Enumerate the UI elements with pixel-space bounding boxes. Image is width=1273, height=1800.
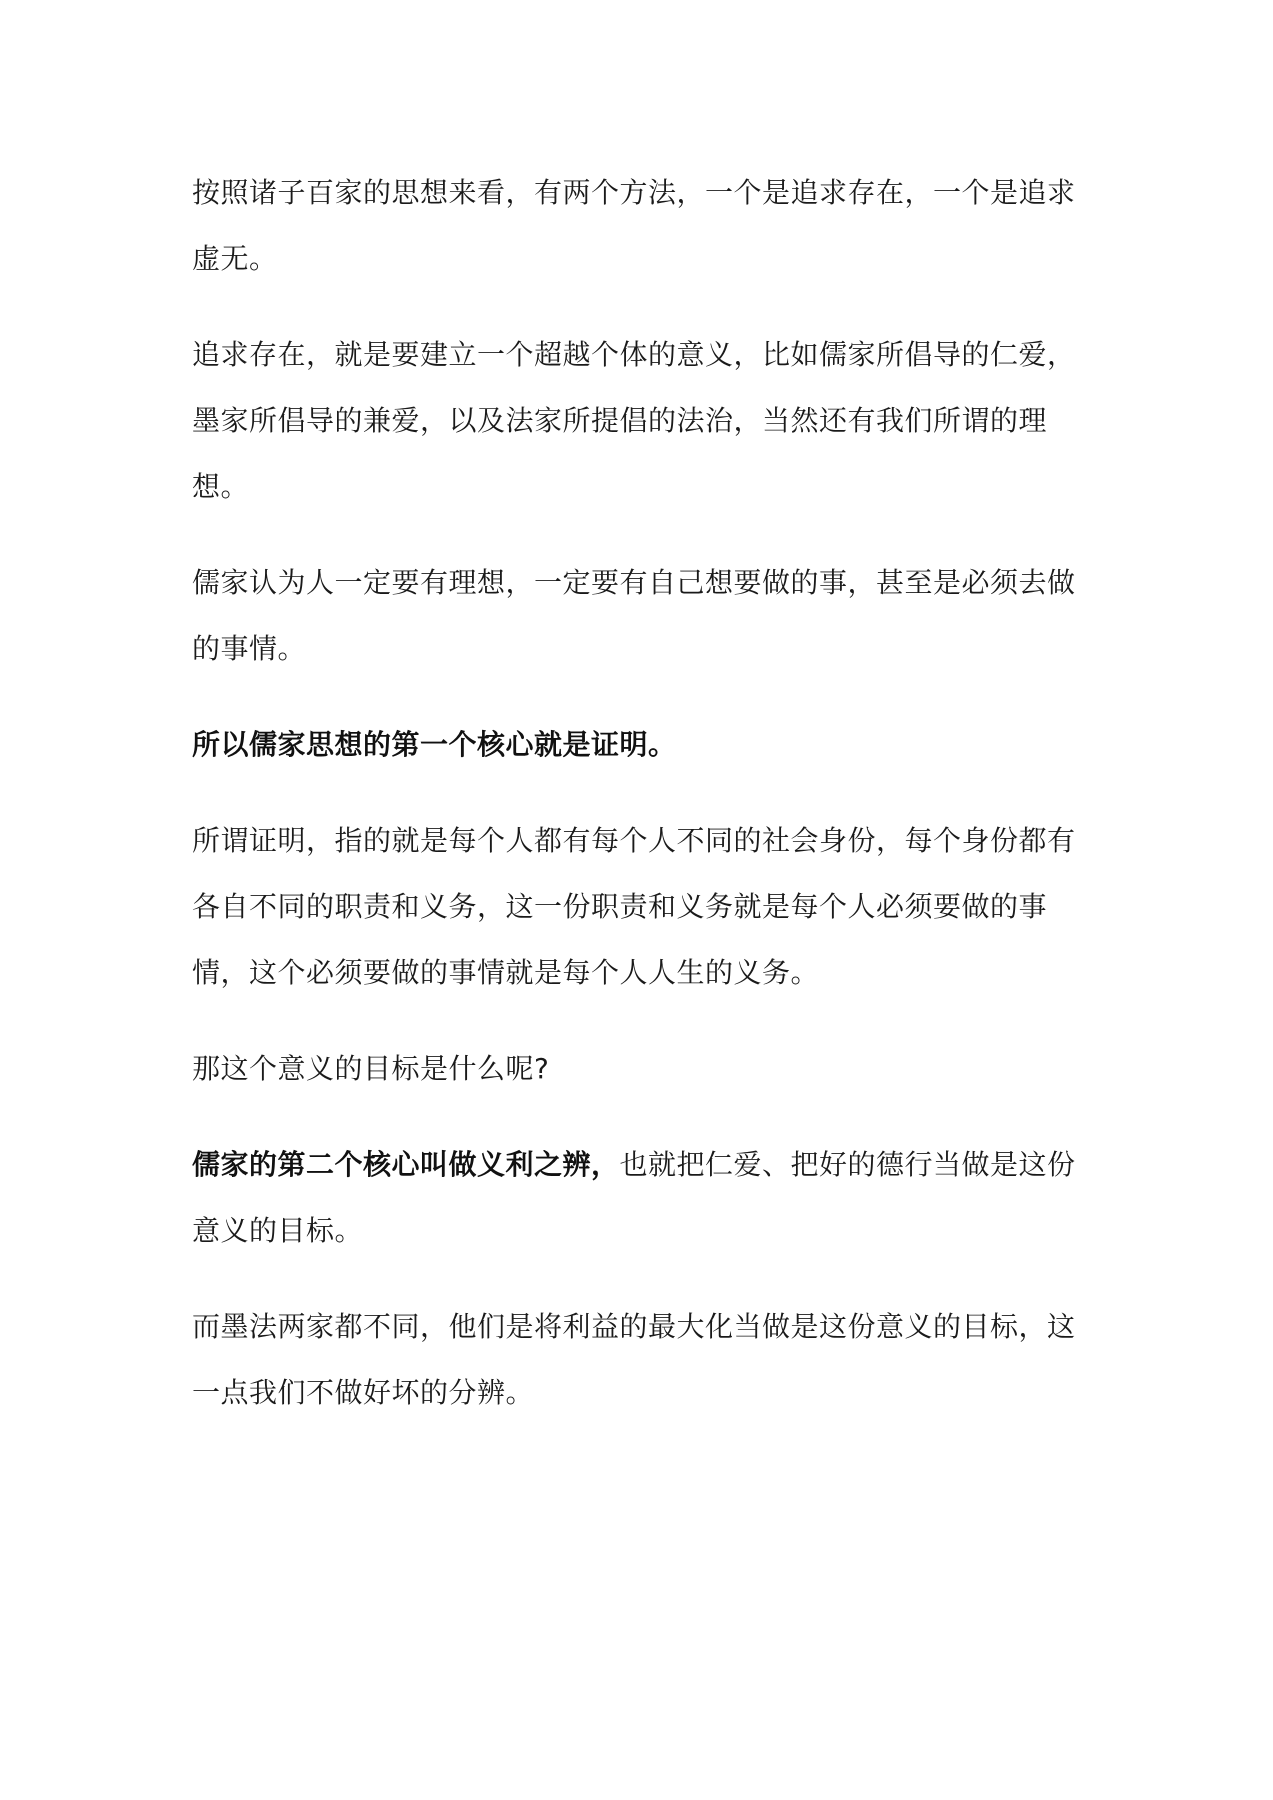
paragraph-6	[192, 1036, 1102, 1102]
paragraph-5	[192, 808, 1102, 1006]
paragraph-2	[192, 322, 1102, 520]
paragraph-text: 而墨法两家都不同，他们是将利益的最大化当做是这份意义的目标，这一点我们不做好坏的分辨。	[192, 1310, 1076, 1409]
paragraph-text: 那这个意义的目标是什么呢?	[192, 1052, 550, 1085]
bold-text: 所以儒家思想的第一个核心就是证明。	[192, 728, 677, 761]
paragraph-text: 所谓证明，指的就是每个人都有每个人不同的社会身份，每个身份都有各自不同的职责和义务，这一份职责和义务就是每个人必须要做的事情，这个必须要做的事情就是每个人人生的义务。	[192, 824, 1076, 989]
paragraph-7	[192, 1132, 1102, 1264]
paragraph-text: 儒家认为人一定要有理想，一定要有自己想要做的事，甚至是必须去做的事情。	[192, 566, 1076, 665]
paragraph-text: 追求存在，就是要建立一个超越个体的意义，比如儒家所倡导的仁爱，墨家所倡导的兼爱，以及法家所提倡的法治，当然还有我们所谓的理想。	[192, 338, 1076, 503]
bold-text: 儒家的第二个核心叫做义利之辨，	[192, 1148, 620, 1181]
document-body	[192, 160, 1102, 1456]
paragraph-text: 按照诸子百家的思想来看，有两个方法，一个是追求存在，一个是追求虚无。	[192, 176, 1076, 275]
paragraph-4-heading	[192, 712, 1102, 778]
paragraph-1	[192, 160, 1102, 292]
paragraph-text: 也就把仁爱、把好的德行当做是这份意义的目标。	[192, 1148, 1076, 1247]
paragraph-8	[192, 1294, 1102, 1426]
paragraph-3	[192, 550, 1102, 682]
